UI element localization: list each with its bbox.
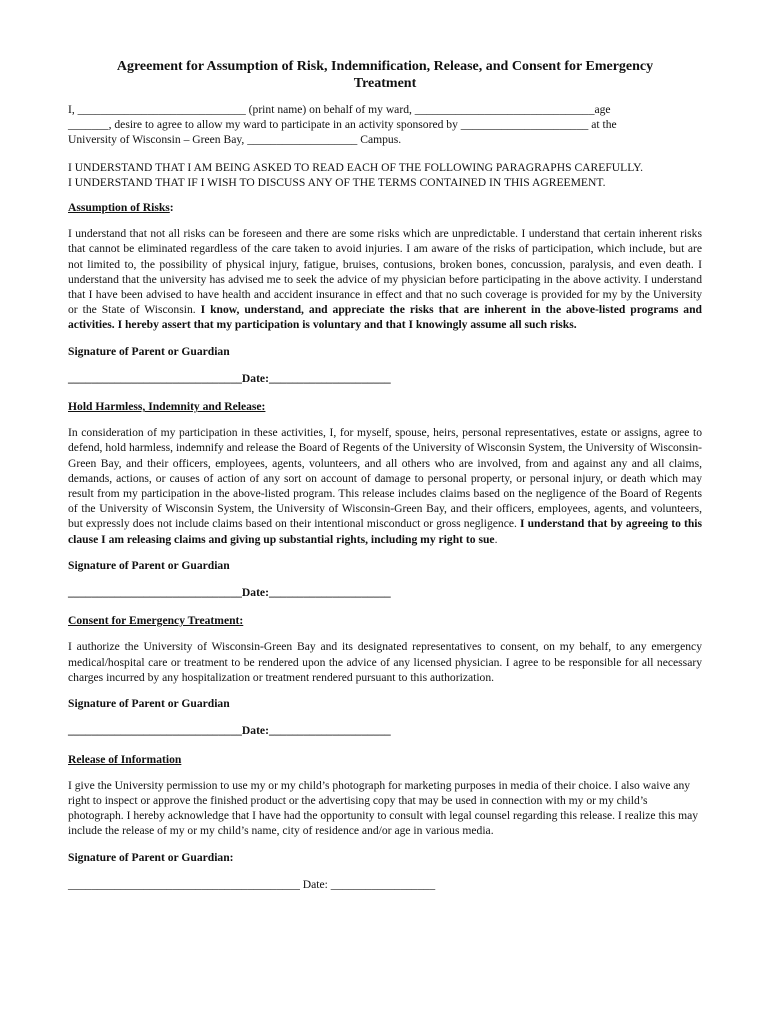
consent-signature-label: Signature of Parent or Guardian bbox=[68, 697, 230, 711]
release-heading-text: Release of Information bbox=[68, 752, 182, 766]
intro-line-3: University of Wisconsin – Green Bay, ___________________ Campus. bbox=[68, 133, 402, 147]
understand-line-2: I UNDERSTAND THAT IF I WISH TO DISCUSS ANY OF THE TERMS CONTAINED IN THIS AGREEMENT. bbox=[68, 175, 606, 189]
hold-harmless-heading-text: Hold Harmless, Indemnity and Release: bbox=[68, 400, 266, 414]
understand-line-1: I UNDERSTAND THAT I AM BEING ASKED TO READ EACH OF THE FOLLOWING PARAGRAPHS CAREFULLY. bbox=[68, 160, 643, 174]
hold-harmless-signature-label: Signature of Parent or Guardian bbox=[68, 558, 230, 572]
assumption-bold-text: I know, understand, and appreciate the risks that are inherent in the above-listed programs and activities. I hereby assert that my participation is voluntary and that I knowingly assume all such risks. bbox=[68, 303, 702, 332]
assumption-heading-text: Assumption of Risks bbox=[68, 201, 170, 215]
consent-heading bbox=[68, 613, 702, 628]
hold-harmless-heading bbox=[68, 399, 702, 414]
consent-signature-line[interactable]: ______________________________Date:_____________________ bbox=[68, 724, 391, 738]
assumption-heading-colon: : bbox=[169, 201, 174, 215]
assumption-text: I understand that not all risks can be foreseen and there are some risks which are unpredictable. I understand that certain inherent risks that cannot be eliminated regardless of the care taken to avoid injuries. I am aware of the risks of participation, which include, but are not limited to, the possibility of physical injury, fatigue, bruises, contusions, broken bones, concussion, paralysis, and even death. I understand that the university has advised me to seek the advice of my physician before participating in the above activity. I understand that I have been advised to have health and accident insurance in effect and that no such coverage is provided for my by the University or the State of Wisconsin. bbox=[68, 227, 702, 317]
document-title: Agreement for Assumption of Risk, Indemnification, Release, and Consent for Emergency Treatment bbox=[116, 59, 654, 91]
release-body: I give the University permission to use my or my child’s photograph for marketing purposes in media of their choice. I also waive any right to inspect or approve the finished product or the advertising copy that may be used in connection with my or my child’s photograph. I hereby acknowledge that I have had the opportunity to consult with legal counsel regarding this release. I realize this may include the release of my or my child’s name, city of residence and/or age in various media. bbox=[68, 778, 699, 838]
release-heading bbox=[68, 752, 702, 767]
intro-paragraph bbox=[68, 102, 702, 148]
understand-statement bbox=[68, 160, 702, 190]
hold-harmless-signature-line[interactable]: ______________________________Date:_____________________ bbox=[68, 586, 391, 600]
intro-line-2: _______, desire to agree to allow my ward to participate in an activity sponsored by ______________________ at the bbox=[68, 118, 617, 132]
hold-harmless-body bbox=[68, 425, 702, 547]
hold-harmless-text: In consideration of my participation in these activities, I, for myself, spouse, heirs, personal representatives, estate or assigns, agree to defend, hold harmless, indemnify and release the Board of Regents of the University of Wisconsin System, the University of Wisconsin-Green Bay, and their officers, employees, agents, volunteers, and all others who are involved, from and against any and all claims, demands, actions, or causes of action of any sort on account of damage to personal property, or personal injury, or death which may result from my participation in the above-listed program. This release includes claims based on the negligence of the Board of Regents of the University of Wisconsin System, the University of Wisconsin-Green Bay, and their officers, employees, agents, and volunteers, but expressly does not include claims based on their intentional misconduct or gross negligence. bbox=[68, 426, 702, 531]
assumption-body bbox=[68, 226, 702, 332]
consent-heading-text: Consent for Emergency Treatment: bbox=[68, 614, 244, 628]
consent-body: I authorize the University of Wisconsin-Green Bay and its designated representatives to consent, on my behalf, to any emergency medical/hospital care or treatment to be rendered upon the advice of any licensed physician. I agree to be responsible for all necessary charges incurred by any hospitalization or treatment rendered pursuant to this authorization. bbox=[68, 640, 702, 684]
hold-harmless-bold-text: I understand that by agreeing to this clause I am releasing claims and giving up substantial rights, including my right to sue bbox=[68, 517, 703, 546]
hold-harmless-end: . bbox=[494, 532, 498, 546]
document-page bbox=[68, 58, 702, 905]
assumption-signature-line[interactable]: ______________________________Date:_____________________ bbox=[68, 371, 391, 385]
intro-line-1: I, _____________________________ (print name) on behalf of my ward, _______________________________age bbox=[68, 103, 611, 116]
assumption-heading bbox=[68, 200, 702, 215]
release-signature-label: Signature of Parent or Guardian: bbox=[68, 850, 234, 864]
assumption-signature-label: Signature of Parent or Guardian bbox=[68, 344, 230, 358]
release-signature-line[interactable]: ________________________________________ Date: __________________ bbox=[68, 877, 436, 891]
